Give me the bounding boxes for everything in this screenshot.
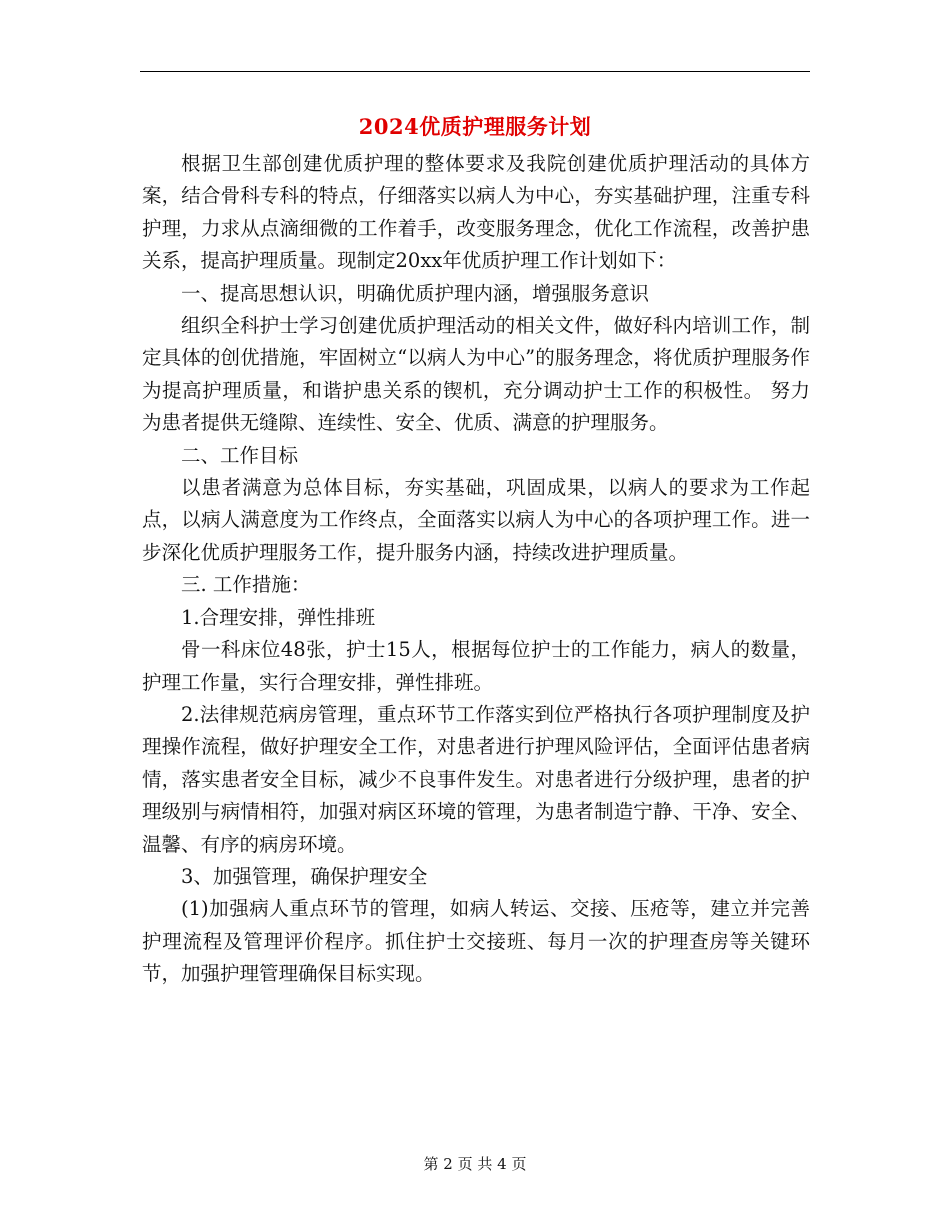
page-number: 第 2 页 共 4 页 <box>423 1155 527 1173</box>
paragraph-intro: 根据卫生部创建优质护理的整体要求及我院创建优质护理活动的具体方案，结合骨科专科的特点，仔细落实以病人为中心，夯实基础护理，注重专科护理，力求从点滴细微的工作着手，改变服务理念，优化工作流程，改善护患关系，提高护理质量。现制定20xx年优质护理工作计划如下： <box>142 152 810 273</box>
paragraph-measure-2: 2.法律规范病房管理，重点环节工作落实到位严格执行各项护理制度及护理操作流程，做好护理安全工作，对患者进行护理风险评估，全面评估患者病情，落实患者安全目标，减少不良事件发生。对患者进行分级护理，患者的护理级别与病情相符，加强对病区环境的管理，为患者制造宁静、干净、安全、温馨、有序的病房环境。 <box>142 702 810 856</box>
paragraph-measure-1: 骨一科床位48张，护士15人，根据每位护士的工作能力，病人的数量，护理工作量，实行合理安排，弹性排班。 <box>142 638 810 694</box>
paragraph-section-1: 组织全科护士学习创建优质护理活动的相关文件，做好科内培训工作，制定具体的创优措施，牢固树立“以病人为中心”的服务理念，将优质护理服务作为提高护理质量，和谐护患关系的锲机，充分调动护士工作的积极性。 努力为患者提供无缝隙、连续性、安全、优质、满意的护理服务。 <box>142 314 810 435</box>
heading-section-3: 三. 工作措施： <box>181 573 311 597</box>
subheading-measure-1: 1.合理安排，弹性排班 <box>181 605 376 629</box>
subheading-measure-3: 3、加强管理，确保护理安全 <box>181 864 428 888</box>
paragraph-measure-3-1: (1)加强病人重点环节的管理，如病人转运、交接、压疮等，建立并完善护理流程及管理评价程序。抓住护士交接班、每月一次的护理查房等关键环节，加强护理管理确保目标实现。 <box>142 897 810 986</box>
document-body <box>142 148 810 991</box>
header-rule <box>140 71 810 72</box>
heading-section-2: 二、工作目标 <box>181 443 299 467</box>
heading-section-1: 一、提高思想认识，明确优质护理内涵，增强服务意识 <box>181 281 650 305</box>
document-title: 2024优质护理服务计划 <box>358 114 592 139</box>
paragraph-section-2: 以患者满意为总体目标，夯实基础，巩固成果，以病人的要求为工作起点，以病人满意度为工作终点，全面落实以病人为中心的各项护理工作。进一步深化优质护理服务工作，提升服务内涵，持续改进护理质量。 <box>142 476 810 564</box>
